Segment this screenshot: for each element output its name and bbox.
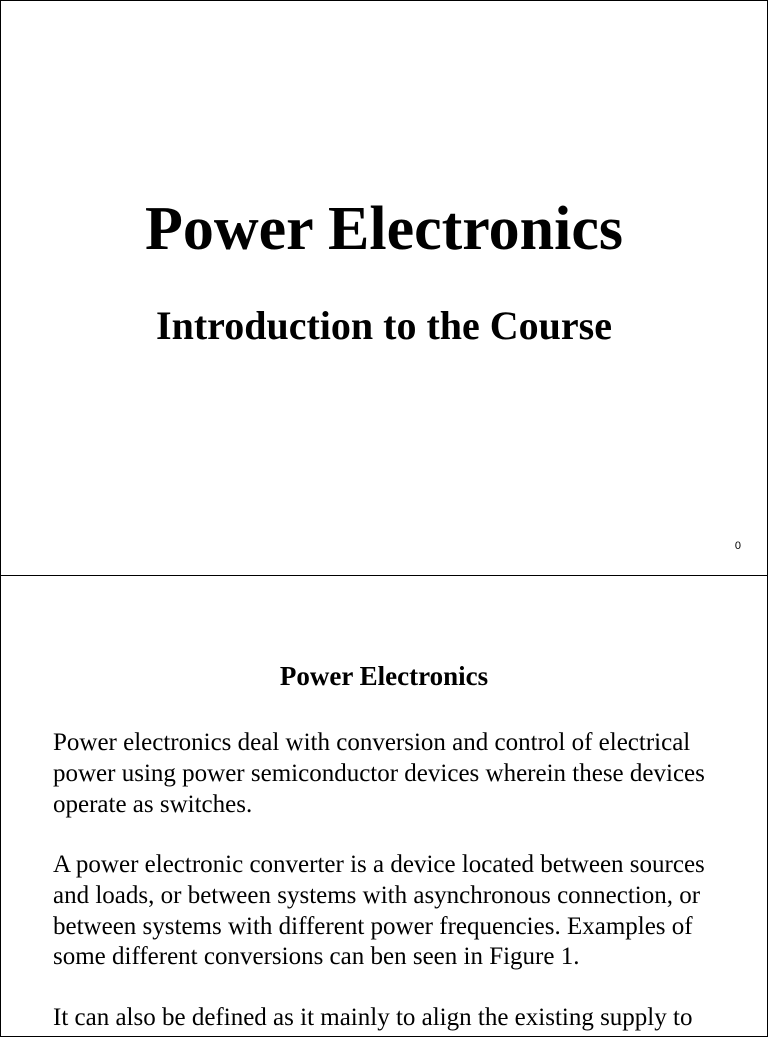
slide-subtitle: Introduction to the Course [156,303,612,348]
paragraph-converter: A power electronic converter is a device located between sources and loads, or between systems with asynchronous connection, or between systems with different power frequencies. Examples of some different conversions can ben seen in Figure 1. [53,851,705,971]
paragraph-definition: Power electronics deal with conversion and control of electrical power using power semiconductor devices wherein these devices operate as switches. [53,729,705,818]
slide-content-page [0,575,768,1037]
slide-title: Power Electronics [144,195,624,263]
paragraph-alternate-definition: It can also be defined as it mainly to align the existing supply to [53,1004,693,1031]
page-number: 0 [734,540,741,552]
section-heading: Power Electronics [279,661,489,691]
